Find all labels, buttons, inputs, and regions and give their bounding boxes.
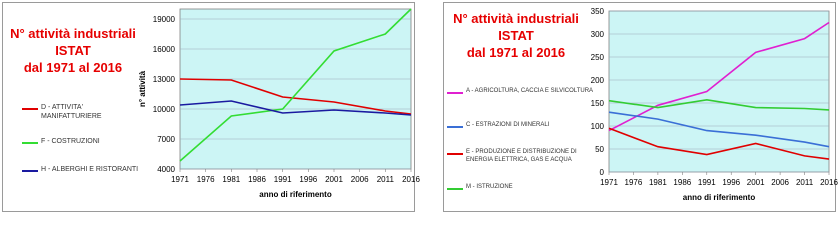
x-tick-label: 1971: [600, 178, 618, 187]
line-chart-right: [444, 3, 838, 211]
y-tick-label: 13000: [152, 75, 175, 84]
x-tick-label: 1991: [273, 175, 292, 184]
y-tick-label: 300: [590, 30, 604, 39]
y-tick-label: 4000: [157, 165, 175, 174]
x-tick-label: 2001: [746, 178, 765, 187]
x-tick-label: 2016: [402, 175, 420, 184]
x-tick-label: 1976: [196, 175, 215, 184]
y-tick-label: 10000: [152, 105, 175, 114]
x-tick-label: 1981: [222, 175, 241, 184]
y-tick-label: 19000: [152, 15, 175, 24]
x-tick-label: 2006: [771, 178, 790, 187]
x-tick-label: 2006: [350, 175, 369, 184]
y-tick-label: 0: [599, 168, 604, 177]
x-tick-label: 1976: [624, 178, 643, 187]
x-tick-label: 1996: [299, 175, 318, 184]
y-tick-label: 200: [590, 76, 604, 85]
x-tick-label: 1996: [722, 178, 741, 187]
y-tick-label: 250: [590, 53, 604, 62]
plot-area: [180, 9, 411, 169]
title-line-2: ISTAT: [498, 28, 534, 43]
plot-area: [609, 11, 829, 172]
legend-label: A - AGRICOLTURA, CACCIA E SILVICOLTURA: [466, 88, 594, 94]
x-tick-label: 1991: [697, 178, 716, 187]
y-tick-label: 100: [590, 122, 604, 131]
legend-label: F - COSTRUZIONI: [41, 138, 100, 145]
legend-label: E - PRODUZIONE E DISTRIBUZIONE DI ENERGIA ELETTRICA, GAS E ACQUA: [466, 149, 577, 163]
chart-panel-left: [2, 2, 420, 212]
x-axis-label: anno di riferimento: [259, 190, 332, 199]
title-line-1: N° attività industriali: [453, 11, 579, 26]
title-line-2: ISTAT: [55, 43, 91, 58]
x-tick-label: 1971: [171, 175, 189, 184]
legend-label: C - ESTRAZIONI DI MINERALI: [466, 122, 550, 128]
x-tick-label: 1986: [673, 178, 692, 187]
x-axis-label: anno di riferimento: [682, 193, 756, 202]
y-tick-label: 16000: [152, 45, 175, 54]
y-tick-label: 7000: [157, 135, 175, 144]
legend-label: H - ALBERGHI E RISTORANTI: [41, 166, 139, 173]
title-line-3: dal 1971 al 2016: [23, 60, 123, 75]
y-tick-label: 150: [590, 99, 604, 108]
x-tick-label: 2011: [376, 175, 394, 184]
y-tick-label: 350: [590, 7, 604, 16]
y-tick-label: 50: [595, 145, 604, 154]
x-tick-label: 2011: [795, 178, 814, 187]
legend-label: M - ISTRUZIONE: [466, 184, 513, 190]
x-tick-label: 2016: [820, 178, 838, 187]
chart-panel-right: [443, 2, 836, 212]
y-axis-label: n° attività: [138, 70, 147, 108]
x-tick-label: 1981: [648, 178, 667, 187]
title-line-1: N° attività industriali: [10, 26, 136, 41]
title-line-3: dal 1971 al 2016: [466, 45, 566, 60]
x-tick-label: 1986: [248, 175, 266, 184]
line-chart-left: [3, 3, 420, 211]
x-tick-label: 2001: [325, 175, 343, 184]
legend-label: D - ATTIVITA' MANIFATTURIERE: [41, 104, 102, 120]
